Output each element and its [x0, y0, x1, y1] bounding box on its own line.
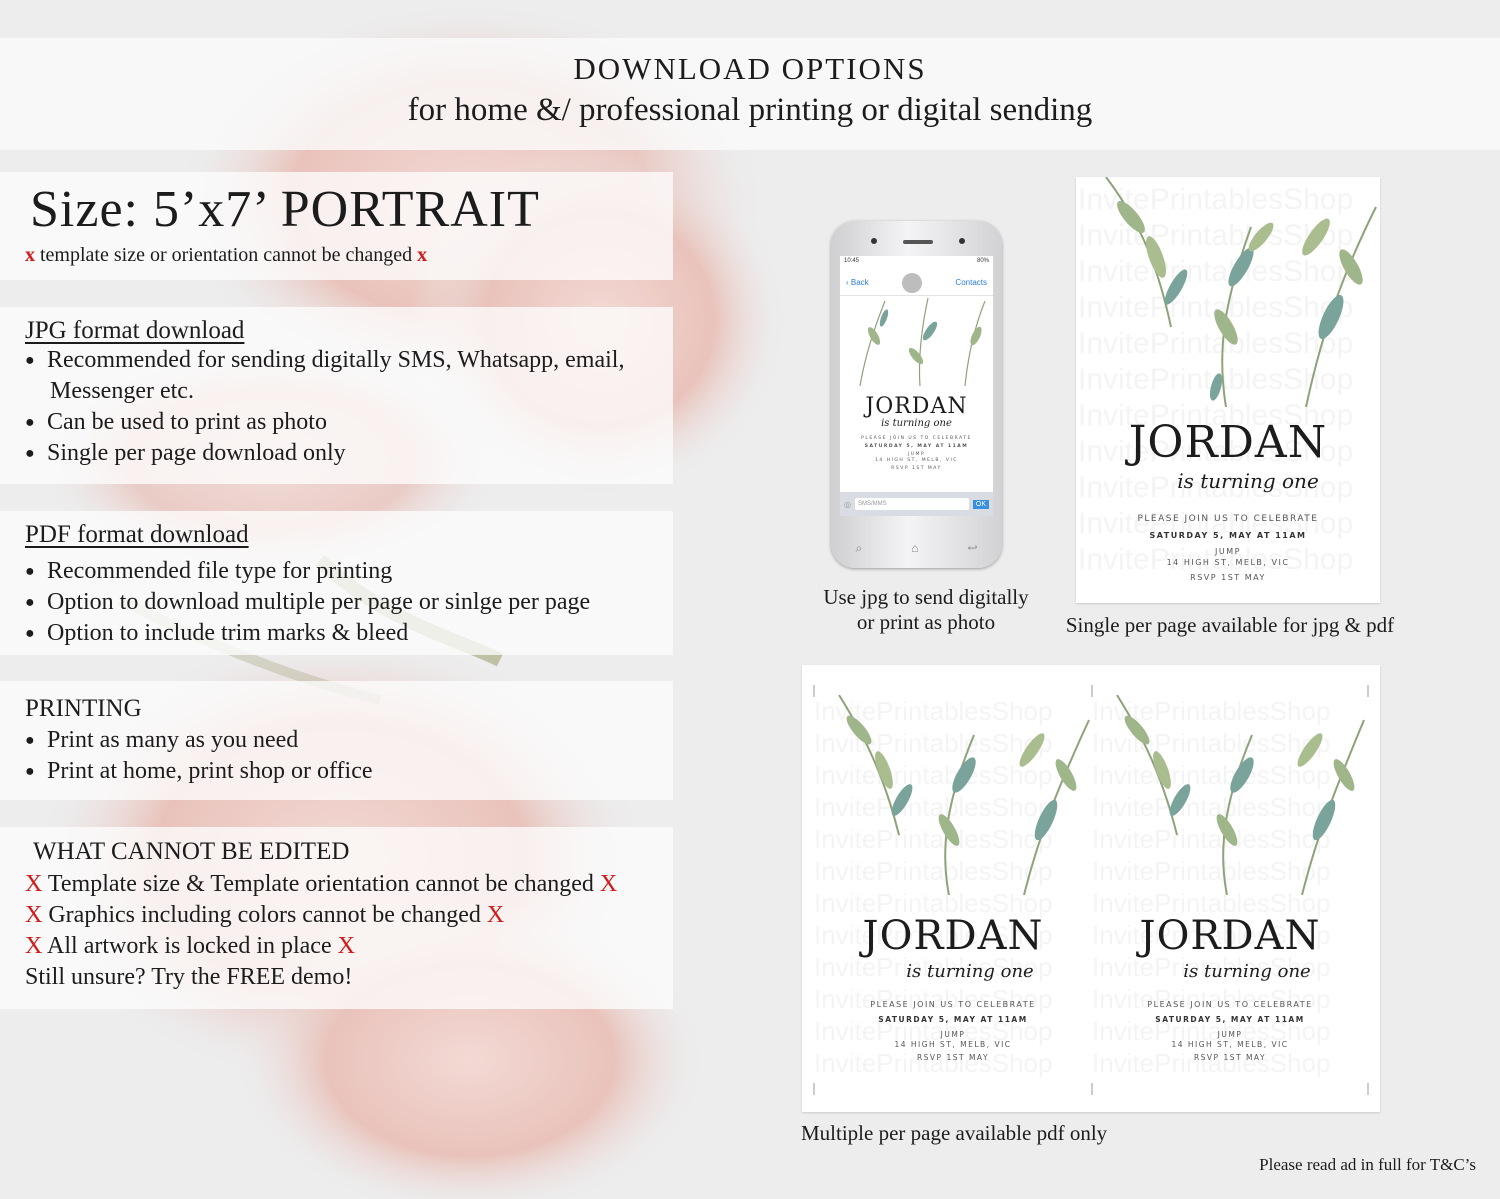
invite-name: JORDAN	[865, 394, 968, 419]
invite-line: JUMP	[1215, 547, 1241, 556]
cannot-edit-panel	[0, 827, 673, 1009]
single-invitation-card	[1076, 177, 1380, 603]
invitation-copy	[1092, 695, 1368, 1083]
invite-line: 14 HIGH ST, MELB, VIC	[894, 1040, 1012, 1049]
invite-line: 14 HIGH ST, MELB, VIC	[875, 458, 958, 463]
invite-script: is turning one	[1183, 961, 1311, 982]
x-mark-icon: X	[25, 902, 43, 928]
invite-line: 14 HIGH ST, MELB, VIC	[1171, 1040, 1289, 1049]
phone-screen	[840, 256, 993, 516]
message-input: SMS/MMS	[855, 498, 969, 510]
bullet-icon: ●	[25, 594, 35, 611]
pdf-panel	[0, 511, 673, 655]
size-note	[25, 244, 427, 267]
single-caption: Single per page available for jpg & pdf	[1065, 613, 1395, 637]
x-mark-icon: x	[417, 244, 428, 266]
list-item: X Graphics including colors cannot be changed X	[25, 902, 505, 928]
back-icon: ↩	[967, 541, 978, 555]
list-item: ● Recommended file type for printing	[25, 558, 393, 584]
demo-note: Still unsure? Try the FREE demo!	[25, 964, 353, 990]
camera-icon	[871, 238, 877, 244]
speaker-icon	[903, 240, 933, 244]
invite-line: PLEASE JOIN US TO CELEBRATE	[1147, 1000, 1313, 1009]
phone-caption: Use jpg to send digitally or print as photo	[823, 585, 1029, 634]
invite-line: JUMP	[1217, 1030, 1243, 1039]
x-mark-icon: X	[25, 871, 43, 897]
bullet-icon: ●	[25, 352, 35, 369]
invitation-copy	[814, 695, 1092, 1083]
page-subtitle: for home &/ professional printing or digital sending	[407, 92, 1093, 128]
list-item: ● Can be used to print as photo	[25, 409, 327, 435]
list-item: X Template size & Template orientation cannot be changed X	[25, 871, 618, 897]
jpg-panel	[0, 307, 673, 484]
list-item: ● Print as many as you need	[25, 727, 299, 753]
invite-line: RSVP 1ST MAY	[891, 466, 942, 471]
bullet-icon: ●	[25, 445, 35, 462]
invite-line: SATURDAY 5, MAY AT 11AM	[878, 1015, 1028, 1024]
leaf-illustration	[1092, 695, 1368, 895]
sensor-icon	[959, 238, 965, 244]
pdf-heading: PDF format download	[25, 521, 249, 548]
list-item: ● Option to include trim marks & bleed	[25, 620, 409, 646]
x-mark-icon: x	[25, 244, 35, 266]
bullet-icon: ●	[25, 563, 35, 580]
home-icon: ⌂	[911, 541, 919, 555]
leaf-illustration	[814, 695, 1092, 895]
phone-nav-buttons	[831, 541, 1002, 556]
list-item: ● Option to download multiple per page or sinlge per page	[25, 589, 591, 615]
size-panel	[0, 172, 673, 280]
list-item: X All artwork is locked in place X	[25, 933, 355, 959]
bullet-icon: ●	[25, 732, 35, 749]
invite-line: JUMP	[940, 1030, 966, 1039]
back-link: ‹ Back	[846, 278, 869, 287]
x-mark-icon: X	[486, 902, 505, 928]
invite-name: JORDAN	[1128, 417, 1328, 468]
page-title: DOWNLOAD OPTIONS	[573, 51, 927, 86]
invite-line: PLEASE JOIN US TO CELEBRATE	[870, 1000, 1036, 1009]
contacts-link: Contacts	[955, 278, 987, 287]
message-input-bar	[840, 492, 993, 516]
avatar	[902, 273, 922, 293]
camera-icon: ◎	[844, 499, 851, 509]
terms-footnote: Please read ad in full for T&C’s	[1259, 1155, 1476, 1174]
jpg-heading: JPG format download	[25, 317, 245, 344]
invite-script: is turning one	[1177, 469, 1319, 493]
list-item: ● Print at home, print shop or office	[25, 758, 373, 784]
list-item: ● Recommended for sending digitally SMS, Whatsapp, email,	[25, 347, 625, 373]
invite-line: JUMP	[907, 452, 926, 457]
printing-heading: PRINTING	[25, 695, 142, 722]
cannot-edit-heading: WHAT CANNOT BE EDITED	[33, 838, 350, 865]
x-mark-icon: X	[599, 871, 618, 897]
bullet-icon: ●	[25, 625, 35, 642]
size-note-text: template size or orientation cannot be changed	[40, 244, 413, 266]
invite-line: SATURDAY 5, MAY AT 11AM	[864, 444, 969, 449]
multi-caption: Multiple per page available pdf only	[801, 1121, 1108, 1145]
invite-script: is turning one	[906, 961, 1034, 982]
invite-line: SATURDAY 5, MAY AT 11AM	[1155, 1015, 1305, 1024]
invite-line: PLEASE JOIN US TO CELEBRATE	[1137, 514, 1319, 524]
status-bar: 10:45 80%	[844, 258, 989, 264]
invite-line: RSVP 1ST MAY	[916, 1053, 990, 1062]
ok-button: OK	[973, 500, 989, 509]
x-mark-icon: X	[337, 933, 355, 959]
printing-panel	[0, 681, 673, 800]
leaf-illustration	[840, 296, 993, 386]
list-item: ● Single per page download only	[25, 440, 346, 466]
header-banner	[0, 38, 1500, 150]
x-mark-icon: X	[25, 933, 43, 959]
bullet-icon: ●	[25, 763, 35, 780]
invite-line: SATURDAY 5, MAY AT 11AM	[1149, 531, 1307, 540]
invite-script: is turning one	[881, 418, 952, 429]
multi-invitation-sheet	[802, 665, 1380, 1112]
search-icon: ⌕	[855, 541, 863, 555]
invite-name: JORDAN	[1139, 913, 1321, 959]
phone-mockup	[831, 221, 1002, 568]
phone-invitation-preview	[840, 296, 993, 492]
bullet-icon: ●	[25, 414, 35, 431]
invite-line: PLEASE JOIN US TO CELEBRATE	[861, 436, 972, 441]
invite-line: RSVP 1ST MAY	[1190, 573, 1266, 582]
invite-line: 14 HIGH ST, MELB, VIC	[1166, 558, 1290, 567]
message-nav-bar	[840, 270, 993, 296]
size-title: Size: 5’x7’ PORTRAIT	[30, 181, 540, 238]
invite-name: JORDAN	[862, 913, 1044, 959]
leaf-illustration	[1076, 177, 1380, 407]
invite-line: RSVP 1ST MAY	[1193, 1053, 1267, 1062]
list-item: Messenger etc.	[50, 378, 194, 404]
